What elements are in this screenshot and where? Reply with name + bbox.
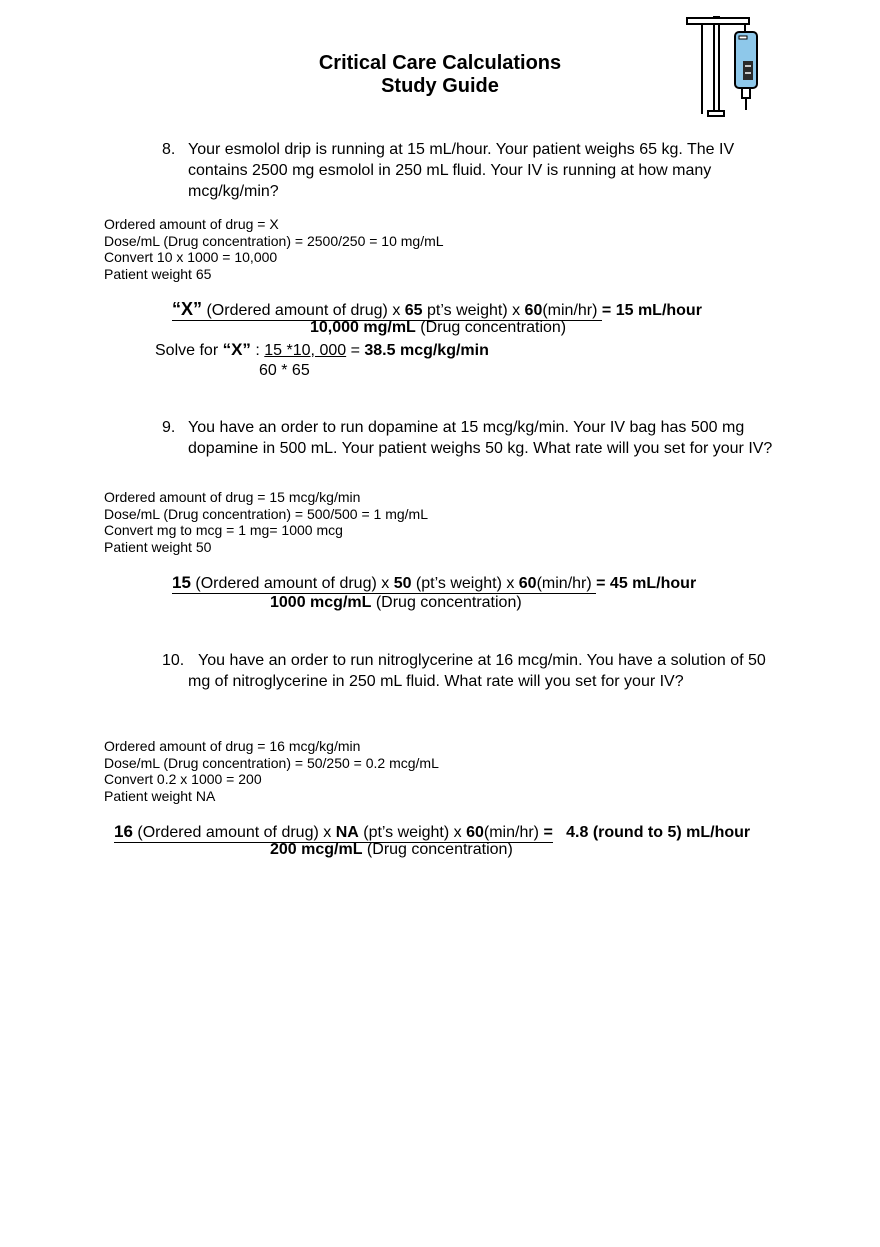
given-line: Ordered amount of drug = 16 mcg/kg/min — [104, 738, 361, 754]
given-line: Patient weight 50 — [104, 538, 212, 555]
given-line: Dose/mL (Drug concentration) = 500/500 = 1 mg/mL — [104, 505, 428, 522]
formula-denominator: 1000 mcg/mL (Drug concentration) — [270, 594, 522, 611]
question-text-line: contains 2500 mg esmolol in 250 mL fluid. Your IV is running at how many — [188, 162, 712, 179]
question-text-line: mg of nitroglycerine in 250 mL fluid. What rate will you set for your IV? — [188, 673, 684, 690]
question-number: 10. — [162, 652, 185, 669]
question-text-line: dopamine in 500 mL. Your patient weighs 50 kg. What rate will you set for your IV? — [188, 440, 773, 457]
page-subtitle: Study Guide — [381, 75, 499, 97]
page-title: Critical Care Calculations — [318, 52, 562, 74]
given-line: Patient weight 65 — [104, 265, 212, 282]
question-number: 9. — [162, 419, 176, 436]
question-text-line: You have an order to run dopamine at 15 mcg/kg/min. Your IV bag has 500 mg — [188, 419, 745, 436]
formula-numerator: 15 (Ordered amount of drug) x 50 (pt’s weight) x 60(min/hr) = 45 mL/hour — [172, 573, 697, 592]
given-line: Convert mg to mcg = 1 mg= 1000 mcg — [104, 522, 343, 538]
given-line: Patient weight NA — [104, 787, 216, 804]
question-text-line: Your esmolol drip is running at 15 mL/hour. Your patient weighs 65 kg. The IV — [188, 141, 735, 158]
given-line: Ordered amount of drug = X — [104, 216, 279, 232]
solve-line: Solve for “X” : 15 *10, 000 = 38.5 mcg/kg/min — [155, 340, 489, 359]
question-text-line: mcg/kg/min? — [188, 183, 279, 200]
formula-numerator: 16 (Ordered amount of drug) x NA (pt’s weight) x 60(min/hr) = 4.8 (round to 5) mL/hour — [114, 822, 751, 841]
iv-drip-icon — [684, 14, 766, 118]
question-number: 8. — [162, 141, 176, 158]
given-line: Convert 0.2 x 1000 = 200 — [104, 771, 262, 787]
formula-denominator: 10,000 mg/mL (Drug concentration) — [310, 319, 567, 336]
given-line: Ordered amount of drug = 15 mcg/kg/min — [104, 489, 361, 505]
solve-denominator: 60 * 65 — [259, 362, 310, 379]
given-line: Dose/mL (Drug concentration) = 50/250 = 0.2 mcg/mL — [104, 754, 439, 771]
formula-numerator: “X” (Ordered amount of drug) x 65 pt’s weight) x 60(min/hr) = 15 mL/hour — [172, 299, 702, 319]
formula-denominator: 200 mcg/mL (Drug concentration) — [270, 841, 513, 858]
given-line: Dose/mL (Drug concentration) = 2500/250 = 10 mg/mL — [104, 232, 444, 249]
given-line: Convert 10 x 1000 = 10,000 — [104, 249, 278, 265]
question-text-line: You have an order to run nitroglycerine at 16 mcg/min. You have a solution of 50 — [198, 652, 766, 669]
